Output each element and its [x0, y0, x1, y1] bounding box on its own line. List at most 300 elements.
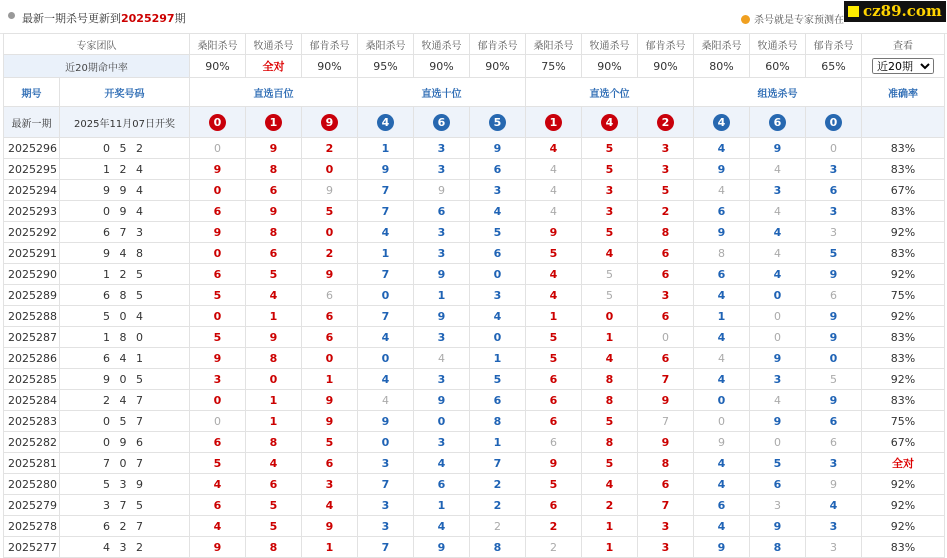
kill-number-cell: 3: [750, 180, 806, 201]
accuracy-cell: 83%: [862, 537, 945, 558]
kill-number-cell: 9: [694, 537, 750, 558]
kill-number-cell: 5: [526, 348, 582, 369]
bullet-icon: [8, 12, 15, 19]
kill-number-cell: 6: [190, 495, 246, 516]
table-row: [4, 243, 945, 264]
expert-name: 桑阳杀号: [190, 34, 246, 55]
kill-number-cell: 8: [470, 411, 526, 432]
kill-number-cell: 3: [806, 453, 862, 474]
latest-accuracy: [862, 107, 945, 138]
kill-number-cell: 9: [302, 516, 358, 537]
kill-number-cell: 0: [190, 180, 246, 201]
kill-number-cell: 4: [414, 516, 470, 537]
expert-name: 桑阳杀号: [526, 34, 582, 55]
kill-number-cell: 4: [526, 264, 582, 285]
kill-number-cell: 6: [750, 474, 806, 495]
hit-rate-value: 90%: [638, 55, 694, 78]
kill-number-cell: 9: [414, 264, 470, 285]
table-row: [4, 495, 945, 516]
draw-code-cell: 0 5 2: [60, 138, 190, 159]
kill-number-cell: 9: [750, 516, 806, 537]
kill-number-cell: 7: [358, 537, 414, 558]
table-row: [4, 327, 945, 348]
kill-number-cell: 3: [190, 369, 246, 390]
kill-number-cell: 0: [190, 390, 246, 411]
kill-number-cell: 6: [302, 306, 358, 327]
period-cell: 2025296: [4, 138, 60, 159]
kill-number-cell: 3: [638, 285, 694, 306]
expert-name: 牧通杀号: [750, 34, 806, 55]
hint-text: [741, 11, 844, 26]
kill-number-cell: 6: [190, 264, 246, 285]
kill-number-cell: 8: [638, 222, 694, 243]
kill-number-cell: 7: [358, 264, 414, 285]
kill-number-cell: 1: [246, 411, 302, 432]
period-cell: 2025294: [4, 180, 60, 201]
kill-number-cell: 9: [694, 222, 750, 243]
period-cell: 2025293: [4, 201, 60, 222]
kill-number-cell: 4: [694, 474, 750, 495]
kill-number-cell: 4: [694, 516, 750, 537]
draw-code-cell: 0 9 4: [60, 201, 190, 222]
kill-ball: 4: [601, 114, 618, 131]
kill-number-cell: 8: [582, 369, 638, 390]
kill-number-cell: 6: [414, 474, 470, 495]
draw-code-cell: 1 8 0: [60, 327, 190, 348]
kill-number-cell: 6: [526, 369, 582, 390]
table-row: [4, 369, 945, 390]
kill-number-cell: 5: [750, 453, 806, 474]
kill-number-cell: 5: [806, 243, 862, 264]
kill-number-cell: 6: [302, 327, 358, 348]
kill-number-cell: 3: [414, 159, 470, 180]
kill-number-cell: 9: [806, 474, 862, 495]
kill-number-cell: 4: [358, 222, 414, 243]
kill-number-cell: 0: [806, 348, 862, 369]
kill-ball: 2: [657, 114, 674, 131]
hit-rate-value: 60%: [750, 55, 806, 78]
latest-kill-cell: [638, 107, 694, 138]
kill-number-cell: 2: [302, 138, 358, 159]
kill-number-cell: 6: [470, 390, 526, 411]
period-cell: 2025292: [4, 222, 60, 243]
kill-number-cell: 4: [526, 180, 582, 201]
kill-number-cell: 6: [638, 348, 694, 369]
kill-number-cell: 9: [190, 222, 246, 243]
kill-number-cell: 1: [302, 369, 358, 390]
kill-number-cell: 9: [190, 348, 246, 369]
kill-number-cell: 4: [582, 243, 638, 264]
kill-number-cell: 3: [638, 537, 694, 558]
kill-number-cell: 0: [750, 306, 806, 327]
accuracy-cell: 83%: [862, 348, 945, 369]
kill-number-cell: 6: [526, 390, 582, 411]
kill-number-cell: 3: [806, 201, 862, 222]
kill-number-cell: 1: [694, 306, 750, 327]
draw-code-cell: 2 4 7: [60, 390, 190, 411]
table-row: [4, 138, 945, 159]
kill-number-cell: 4: [414, 348, 470, 369]
kill-number-cell: 8: [470, 537, 526, 558]
kill-number-cell: 4: [582, 348, 638, 369]
period-cell: 2025284: [4, 390, 60, 411]
column-header-row: [4, 78, 945, 107]
kill-number-cell: 1: [414, 285, 470, 306]
kill-number-cell: 5: [470, 222, 526, 243]
hit-rate-value: 90%: [190, 55, 246, 78]
kill-number-cell: 4: [526, 159, 582, 180]
kill-number-cell: 5: [582, 264, 638, 285]
kill-number-cell: 4: [190, 516, 246, 537]
kill-number-cell: 3: [414, 222, 470, 243]
table-row: [4, 285, 945, 306]
table-row: [4, 390, 945, 411]
accuracy-cell: 92%: [862, 306, 945, 327]
top-bar: [0, 0, 947, 34]
kill-ball: 1: [545, 114, 562, 131]
kill-number-cell: 5: [190, 327, 246, 348]
kill-number-cell: 4: [750, 390, 806, 411]
draw-code-cell: 1 2 4: [60, 159, 190, 180]
latest-kill-cell: [302, 107, 358, 138]
kill-number-cell: 4: [246, 453, 302, 474]
accuracy-cell: 92%: [862, 474, 945, 495]
kill-number-cell: 0: [750, 327, 806, 348]
table-row: [4, 222, 945, 243]
kill-ball: 6: [769, 114, 786, 131]
expert-name: 桑阳杀号: [694, 34, 750, 55]
info-icon: [741, 15, 750, 24]
kill-number-cell: 7: [358, 201, 414, 222]
kill-number-cell: 0: [414, 411, 470, 432]
remark-label: 查看: [862, 34, 945, 55]
kill-number-cell: 3: [806, 516, 862, 537]
draw-code-cell: 5 0 4: [60, 306, 190, 327]
kill-number-cell: 6: [806, 285, 862, 306]
latest-kill-cell: [190, 107, 246, 138]
kill-number-cell: 5: [302, 201, 358, 222]
kill-number-cell: 8: [694, 243, 750, 264]
period-cell: 2025289: [4, 285, 60, 306]
kill-number-cell: 6: [246, 180, 302, 201]
kill-number-cell: 5: [582, 159, 638, 180]
latest-row: [4, 107, 945, 138]
kill-number-cell: 2: [470, 516, 526, 537]
table-row: [4, 306, 945, 327]
kill-number-cell: 4: [358, 390, 414, 411]
table-row: [4, 180, 945, 201]
hit-rate-value: 65%: [806, 55, 862, 78]
kill-number-cell: 7: [358, 474, 414, 495]
kill-number-cell: 4: [246, 285, 302, 306]
period-cell: 2025282: [4, 432, 60, 453]
period-cell: 2025285: [4, 369, 60, 390]
period-cell: 2025283: [4, 411, 60, 432]
accuracy-cell: 75%: [862, 285, 945, 306]
kill-number-cell: 9: [358, 159, 414, 180]
kill-number-cell: 3: [358, 495, 414, 516]
kill-number-cell: 9: [750, 348, 806, 369]
kill-number-cell: 3: [638, 138, 694, 159]
kill-number-cell: 5: [302, 432, 358, 453]
latest-kill-cell: [470, 107, 526, 138]
kill-number-cell: 3: [414, 327, 470, 348]
table-row: [4, 453, 945, 474]
accuracy-cell: 67%: [862, 432, 945, 453]
hit-rate-value: 80%: [694, 55, 750, 78]
kill-number-cell: 1: [470, 348, 526, 369]
kill-number-cell: 9: [638, 390, 694, 411]
kill-number-cell: 4: [358, 369, 414, 390]
kill-number-cell: 0: [750, 285, 806, 306]
kill-number-cell: 5: [806, 369, 862, 390]
period-range-select[interactable]: [872, 58, 934, 74]
latest-kill-cell: [414, 107, 470, 138]
draw-code-cell: 6 7 3: [60, 222, 190, 243]
kill-number-cell: 6: [806, 411, 862, 432]
kill-number-cell: 1: [302, 537, 358, 558]
kill-ball: 4: [713, 114, 730, 131]
update-prefix: 最新一期杀号更新到: [22, 12, 121, 25]
table-row: [4, 264, 945, 285]
kill-number-cell: 4: [750, 201, 806, 222]
group-header: 直选百位: [190, 78, 358, 107]
kill-number-cell: 9: [246, 201, 302, 222]
period-filter-cell: [862, 55, 945, 78]
kill-number-cell: 6: [526, 495, 582, 516]
kill-number-cell: 5: [190, 285, 246, 306]
kill-number-cell: 8: [750, 537, 806, 558]
kill-number-cell: 9: [694, 159, 750, 180]
kill-number-cell: 4: [694, 285, 750, 306]
kill-number-cell: 1: [246, 306, 302, 327]
kill-number-cell: 3: [806, 159, 862, 180]
kill-number-cell: 1: [526, 306, 582, 327]
kill-number-cell: 3: [470, 285, 526, 306]
kill-number-cell: 5: [582, 222, 638, 243]
draw-code-cell: 9 4 8: [60, 243, 190, 264]
accuracy-cell: 75%: [862, 411, 945, 432]
kill-number-cell: 9: [414, 180, 470, 201]
kill-number-cell: 4: [694, 327, 750, 348]
kill-number-cell: 4: [694, 453, 750, 474]
period-cell: 2025277: [4, 537, 60, 558]
kill-number-cell: 5: [582, 411, 638, 432]
kill-number-cell: 8: [582, 390, 638, 411]
update-suffix: 期: [174, 12, 186, 25]
kill-number-cell: 6: [806, 432, 862, 453]
group-header: 直选十位: [358, 78, 526, 107]
kill-number-cell: 0: [358, 348, 414, 369]
kill-number-cell: 9: [302, 180, 358, 201]
hit-rate-value: 75%: [526, 55, 582, 78]
accuracy-cell: 83%: [862, 159, 945, 180]
latest-period: 2025297: [121, 12, 175, 25]
period-cell: 2025281: [4, 453, 60, 474]
expert-name: 郁肯杀号: [302, 34, 358, 55]
kill-number-cell: 0: [302, 222, 358, 243]
kill-number-cell: 0: [470, 327, 526, 348]
kill-number-cell: 6: [526, 411, 582, 432]
hit-rate-value: 90%: [302, 55, 358, 78]
accuracy-header: 准确率: [862, 78, 945, 107]
kill-number-cell: 3: [638, 159, 694, 180]
kill-number-cell: 9: [302, 411, 358, 432]
kill-number-cell: 3: [806, 537, 862, 558]
kill-number-cell: 0: [694, 411, 750, 432]
kill-number-cell: 4: [694, 369, 750, 390]
kill-number-cell: 4: [750, 222, 806, 243]
kill-number-cell: 4: [806, 495, 862, 516]
kill-number-cell: 6: [302, 453, 358, 474]
kill-number-cell: 4: [470, 201, 526, 222]
kill-number-cell: 2: [526, 516, 582, 537]
hit-rate-label: 近20期命中率: [4, 55, 190, 78]
kill-number-cell: 6: [246, 243, 302, 264]
accuracy-cell: 92%: [862, 495, 945, 516]
kill-number-cell: 1: [246, 390, 302, 411]
kill-number-cell: 4: [526, 201, 582, 222]
kill-number-cell: 4: [526, 285, 582, 306]
table-row: [4, 432, 945, 453]
kill-number-cell: 4: [694, 138, 750, 159]
kill-number-cell: 0: [190, 243, 246, 264]
logo-square-icon: [848, 6, 859, 17]
kill-number-cell: 9: [246, 138, 302, 159]
kill-number-cell: 2: [582, 495, 638, 516]
draw-code-cell: 9 0 5: [60, 369, 190, 390]
kill-number-cell: 1: [582, 327, 638, 348]
kill-number-cell: 3: [582, 201, 638, 222]
kill-ball: 5: [489, 114, 506, 131]
draw-code-cell: 0 5 7: [60, 411, 190, 432]
draw-code-cell: 7 0 7: [60, 453, 190, 474]
hit-rate-value: 90%: [582, 55, 638, 78]
kill-number-cell: 0: [358, 432, 414, 453]
kill-number-cell: 0: [694, 390, 750, 411]
expert-name: 牧通杀号: [582, 34, 638, 55]
kill-number-cell: 6: [526, 432, 582, 453]
kill-number-cell: 9: [526, 453, 582, 474]
kill-number-cell: 3: [414, 243, 470, 264]
kill-number-cell: 5: [190, 453, 246, 474]
period-header: 期号: [4, 78, 60, 107]
kill-number-cell: 6: [638, 306, 694, 327]
period-cell: 2025280: [4, 474, 60, 495]
kill-number-cell: 7: [358, 180, 414, 201]
kill-number-cell: 3: [638, 516, 694, 537]
kill-number-cell: 2: [470, 474, 526, 495]
kill-number-cell: 0: [806, 138, 862, 159]
hit-rate-value: 全对: [246, 55, 302, 78]
update-notice: [22, 10, 186, 26]
hit-rate-value: 90%: [414, 55, 470, 78]
kill-number-table: [3, 33, 945, 558]
period-cell: 2025295: [4, 159, 60, 180]
kill-number-cell: 5: [638, 180, 694, 201]
kill-number-cell: 7: [470, 453, 526, 474]
expert-name: 郁肯杀号: [470, 34, 526, 55]
kill-number-cell: 2: [470, 495, 526, 516]
table-row: [4, 201, 945, 222]
expert-name: 牧通杀号: [414, 34, 470, 55]
kill-number-cell: 1: [358, 243, 414, 264]
kill-number-cell: 3: [358, 516, 414, 537]
kill-number-cell: 0: [470, 264, 526, 285]
kill-number-cell: 7: [638, 411, 694, 432]
kill-number-cell: 9: [750, 138, 806, 159]
kill-number-cell: 9: [190, 537, 246, 558]
site-logo[interactable]: [844, 1, 946, 22]
kill-number-cell: 5: [526, 243, 582, 264]
kill-number-cell: 6: [246, 474, 302, 495]
group-header: 组选杀号: [694, 78, 862, 107]
kill-number-cell: 8: [246, 222, 302, 243]
accuracy-cell: 83%: [862, 201, 945, 222]
kill-number-cell: 9: [694, 432, 750, 453]
latest-kill-cell: [526, 107, 582, 138]
draw-code-cell: 6 2 7: [60, 516, 190, 537]
kill-number-cell: 6: [190, 201, 246, 222]
kill-number-cell: 5: [526, 474, 582, 495]
kill-number-cell: 8: [246, 537, 302, 558]
kill-number-cell: 3: [358, 453, 414, 474]
kill-number-cell: 4: [526, 138, 582, 159]
kill-number-cell: 2: [638, 201, 694, 222]
accuracy-cell: 83%: [862, 327, 945, 348]
table-row: [4, 348, 945, 369]
hit-rate-value: 90%: [470, 55, 526, 78]
kill-number-cell: 4: [414, 453, 470, 474]
accuracy-cell: 67%: [862, 180, 945, 201]
kill-number-cell: 1: [358, 138, 414, 159]
kill-number-cell: 4: [470, 306, 526, 327]
kill-number-cell: 4: [750, 243, 806, 264]
draw-code-header: 开奖号码: [60, 78, 190, 107]
latest-label: 最新一期: [4, 107, 60, 138]
accuracy-cell: 全对: [862, 453, 945, 474]
expert-name: 郁肯杀号: [638, 34, 694, 55]
table-row: [4, 474, 945, 495]
kill-number-cell: 3: [414, 432, 470, 453]
accuracy-cell: 92%: [862, 264, 945, 285]
draw-code-cell: 6 8 5: [60, 285, 190, 306]
period-cell: 2025291: [4, 243, 60, 264]
kill-number-cell: 0: [190, 306, 246, 327]
draw-code-cell: 9 9 4: [60, 180, 190, 201]
latest-date: 2025年11月07日开奖: [60, 107, 190, 138]
kill-number-cell: 8: [638, 453, 694, 474]
kill-number-cell: 9: [302, 390, 358, 411]
period-cell: 2025287: [4, 327, 60, 348]
kill-number-cell: 5: [582, 285, 638, 306]
kill-number-cell: 9: [750, 411, 806, 432]
expert-team-label: 专家团队: [4, 34, 190, 55]
kill-number-cell: 0: [750, 432, 806, 453]
period-cell: 2025278: [4, 516, 60, 537]
kill-ball: 6: [433, 114, 450, 131]
kill-number-cell: 4: [694, 348, 750, 369]
hint-label: 杀号就是专家预测在: [754, 15, 844, 26]
kill-number-cell: 6: [638, 474, 694, 495]
kill-number-cell: 4: [358, 327, 414, 348]
kill-number-cell: 4: [582, 474, 638, 495]
kill-number-cell: 9: [806, 306, 862, 327]
period-cell: 2025288: [4, 306, 60, 327]
latest-kill-cell: [246, 107, 302, 138]
kill-number-cell: 1: [582, 537, 638, 558]
kill-number-cell: 7: [638, 495, 694, 516]
